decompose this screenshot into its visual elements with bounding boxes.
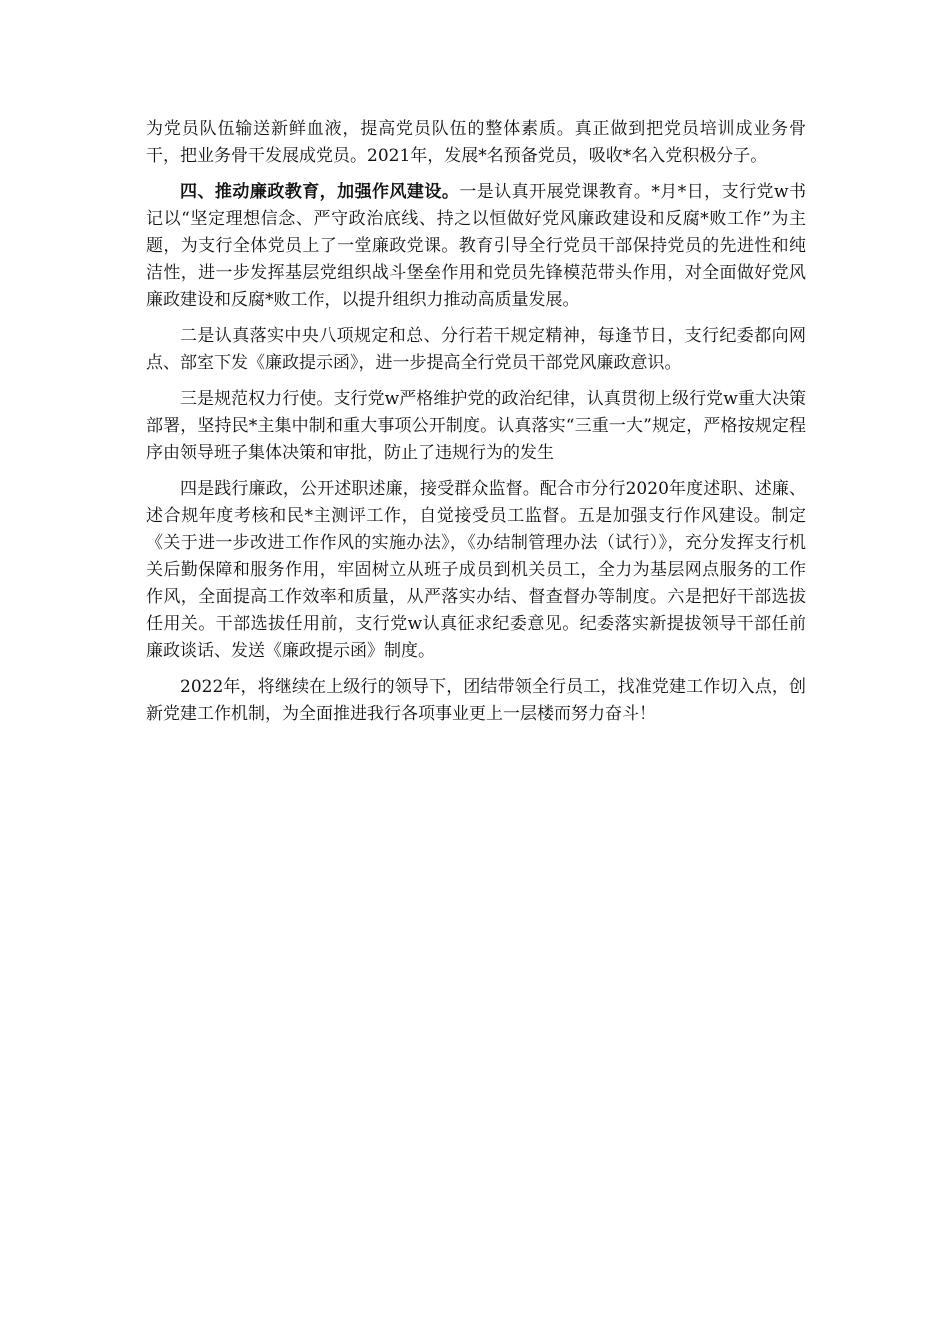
paragraph-5 bbox=[146, 476, 806, 665]
paragraph-6-text: 2022年，将继续在上级行的领导下，团结带领全行员工，找准党建工作切入点，创新党建工作机制，为全面推进我行各项事业更上一层楼而努力奋斗！ bbox=[146, 677, 806, 724]
paragraph-4-text: 三是规范权力行使。支行党w严格维护党的政治纪律，认真贯彻上级行党w重大决策部署，坚持民*主集中制和重大事项公开制度。认真落实“三重一大”规定，严格按规定程序由领导班子集体决策和审批，防止了违规行为的发生 bbox=[146, 389, 806, 463]
section-heading-4: 四、推动廉政教育，加强作风建设。 bbox=[180, 182, 460, 202]
paragraph-5-text: 四是践行廉政，公开述职述廉，接受群众监督。配合市分行2020年度述职、述廉、述合规年度考核和民*主测评工作，自觉接受员工监督。五是加强支行作风建设。制定《关于进一步改进工作作风的实施办法》，《办结制管理办法（试行）》，充分发挥支行机关后勤保障和服务作用，牢固树立从班子成员到机关员工，全力为基层网点服务的工作作风，全面提高工作效率和质量，从严落实办结、督查督办等制度。六是把好干部选拔任用关。干部选拔任用前，支行党w认真征求纪委意见。纪委落实新提拔领导干部任前廉政谈话、发送《廉政提示函》制度。 bbox=[146, 479, 806, 661]
paragraph-4 bbox=[146, 386, 806, 467]
paragraph-6 bbox=[146, 674, 806, 728]
paragraph-2-text: 一是认真开展党课教育。*月*日，支行党w书记以“坚定理想信念、严守政治底线、持之以恒做好党风廉政建设和反腐*败工作”为主题，为支行全体党员上了一堂廉政党课。教育引导全行党员干部保持党员的先进性和纯洁性，进一步发挥基层党组织战斗堡垒作用和党员先锋模范带头作用，对全面做好党风廉政建设和反腐*败工作，以提升组织力推动高质量发展。 bbox=[146, 182, 806, 310]
paragraph-3 bbox=[146, 323, 806, 377]
paragraph-3-text: 二是认真落实中央八项规定和总、分行若干规定精神，每逢节日，支行纪委都向网点、部室下发《廉政提示函》，进一步提高全行党员干部党风廉政意识。 bbox=[146, 326, 806, 373]
paragraph-1-text: 为党员队伍输送新鲜血液，提高党员队伍的整体素质。真正做到把党员培训成业务骨干，把业务骨干发展成党员。2021年，发展*名预备党员，吸收*名入党积极分子。 bbox=[146, 119, 806, 166]
paragraph-1 bbox=[146, 116, 806, 170]
document-body bbox=[146, 116, 806, 737]
paragraph-2 bbox=[146, 179, 806, 314]
